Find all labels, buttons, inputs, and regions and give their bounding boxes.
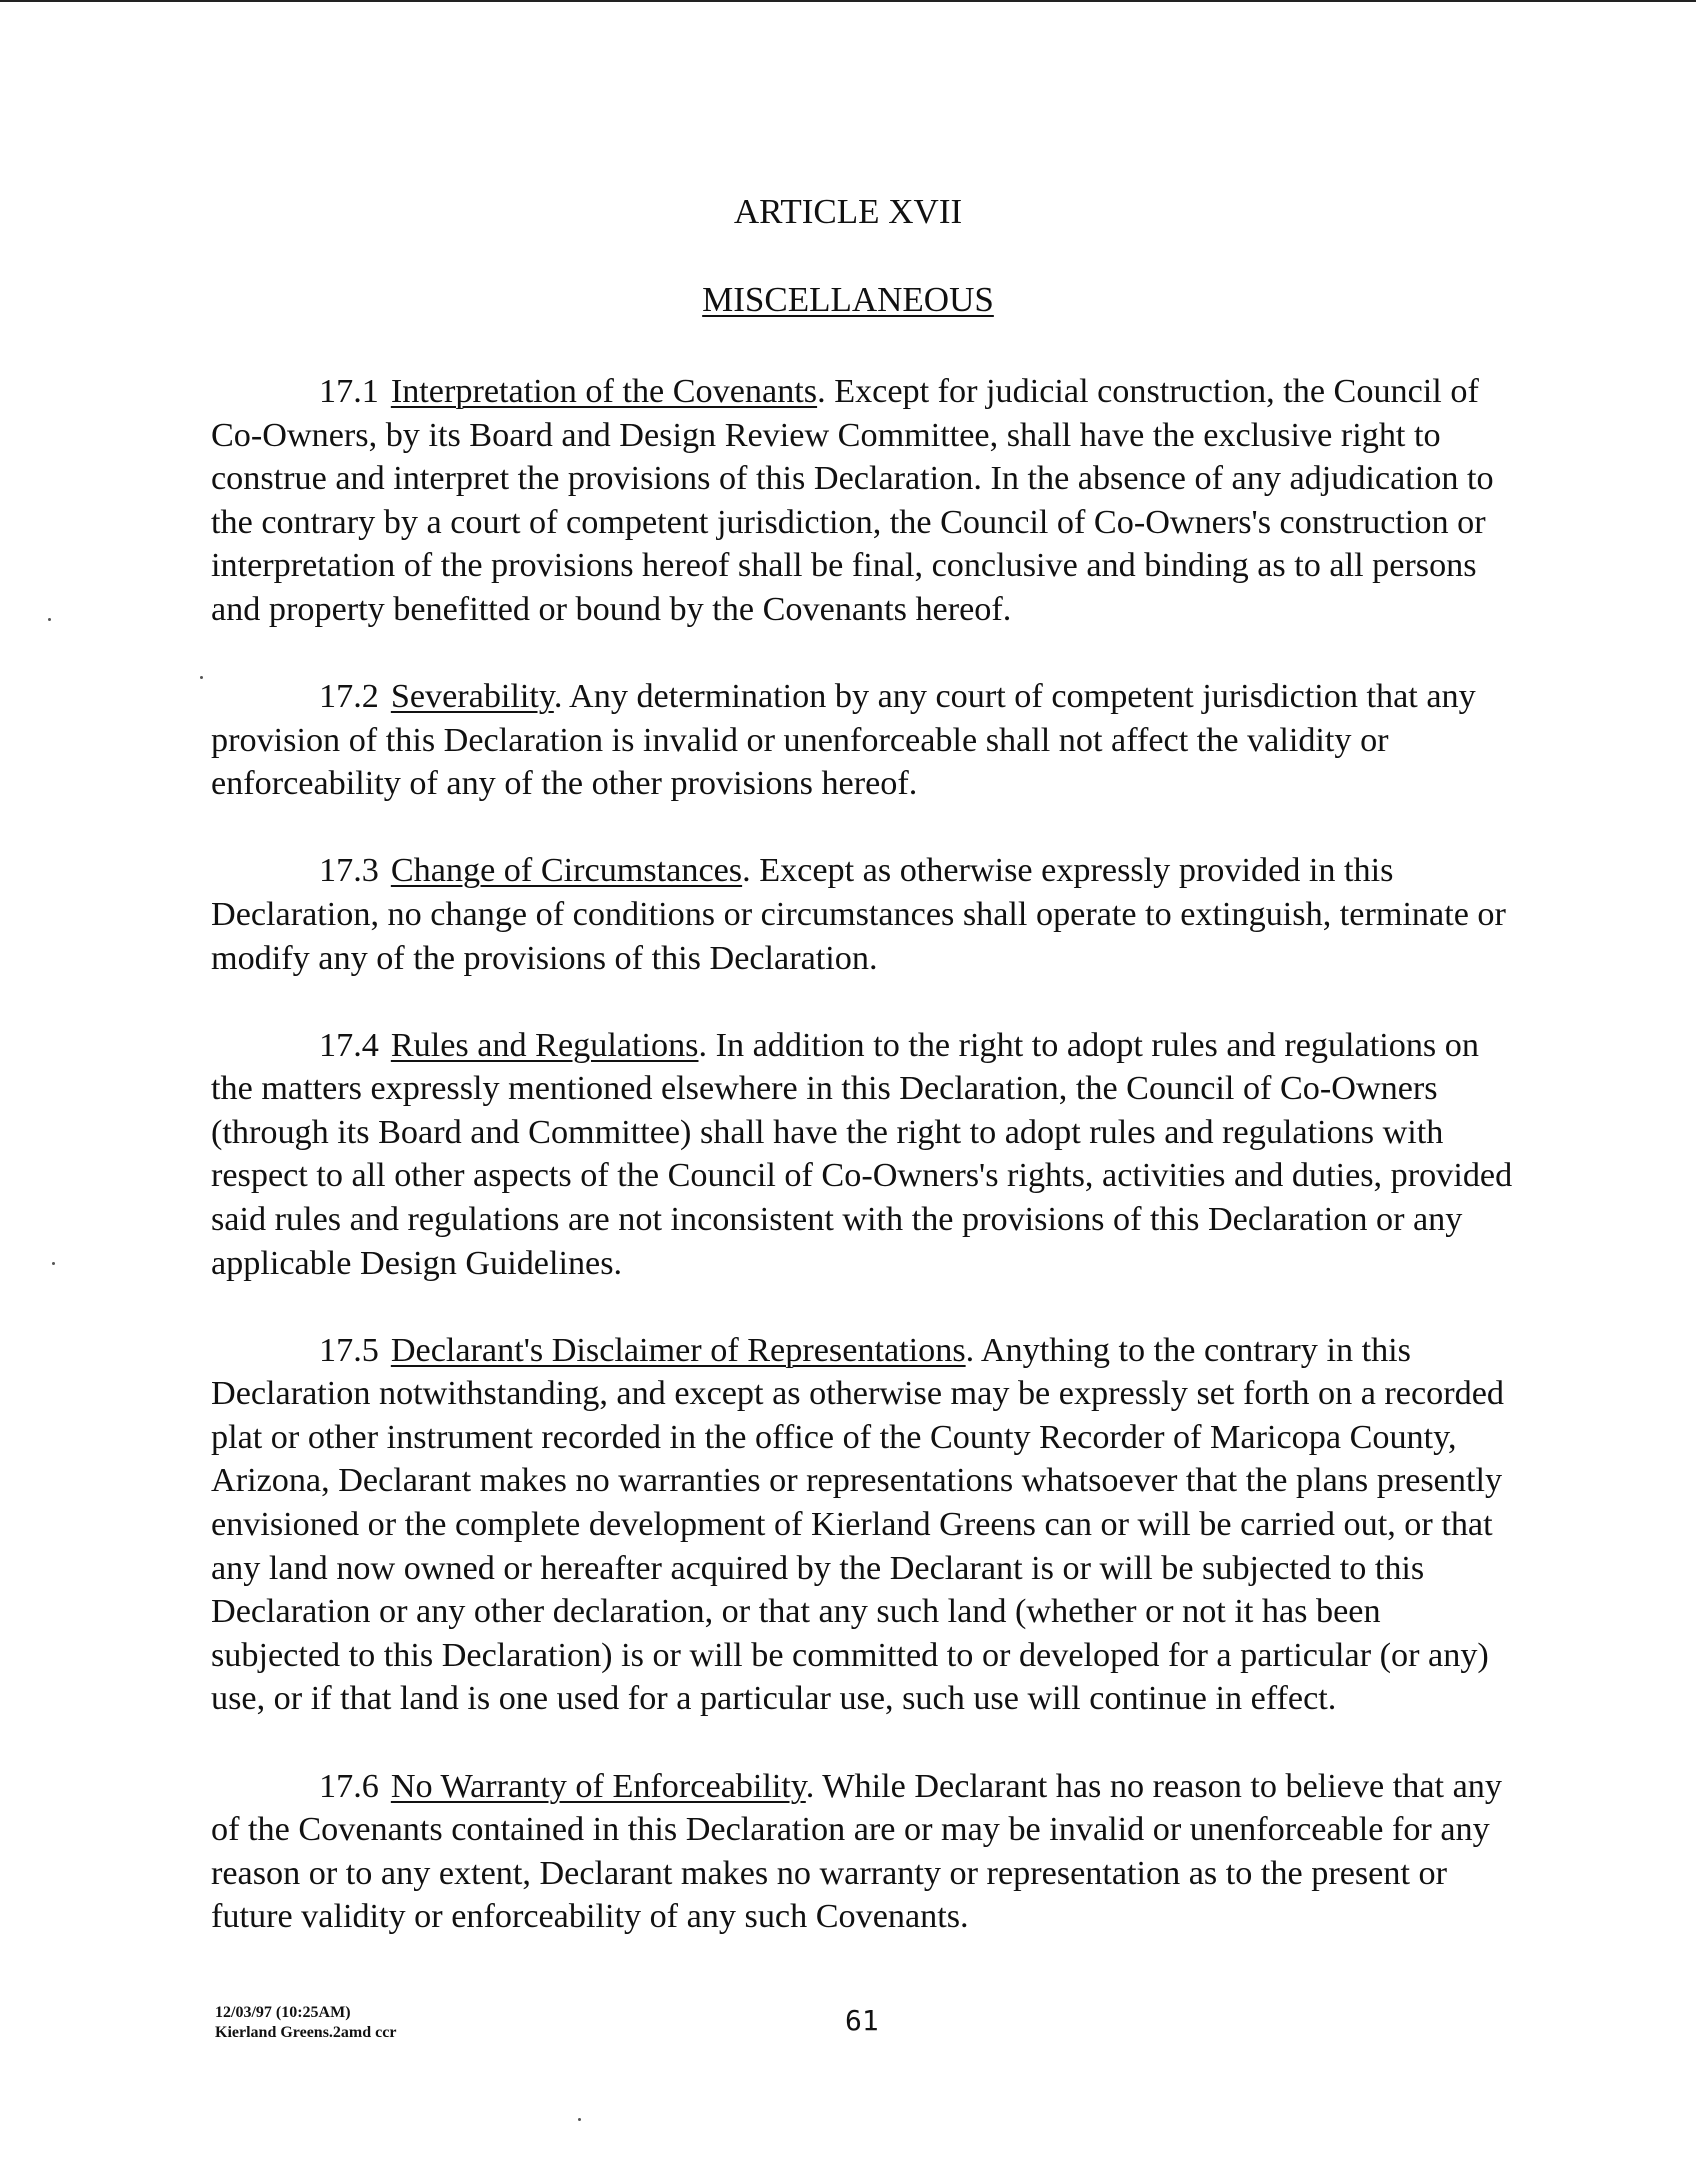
- section-17-2: 17.2 Severability. Any determination by any court of competent jurisdiction that any provision of this Declaration is invalid or unenforceable shall not affect the validity or enforceability of any of the other provisions hereof.: [211, 675, 1518, 806]
- section-heading: Severability: [390, 678, 554, 716]
- scan-top-edge: [0, 0, 1696, 2]
- section-heading: Declarant's Disclaimer of Representations: [390, 1331, 966, 1369]
- scan-speck: [52, 1262, 55, 1265]
- article-number: ARTICLE XVII: [733, 192, 963, 231]
- section-number: 17.3: [319, 852, 379, 890]
- section-heading: Interpretation of the Covenants: [390, 373, 818, 410]
- section-17-3: 17.3 Change of Circumstances. Except as otherwise expressly provided in this Declaration, no change of conditions or circumstances shall operate to extinguish, terminate or modify any of the provisions of this Declaration.: [211, 849, 1518, 980]
- scan-speck: [48, 618, 51, 621]
- section-text: Anything to the contrary in this Declaration notwithstanding, and except as otherwise may be expressly set forth on a recorded plat or other instrument recorded in the office of the County Recorder of Maricopa County, Arizona, Declarant makes no warranties or representations whatsoever that the plans presently envisioned or the complete development of Kierland Greens can or will be carried out, or that any land now owned or hereafter acquired by the Declarant is or will be subjected to this Declaration or any other declaration, or that any such land (whether or not it has been subjected to this Declaration) is or will be committed to or developed for a particular (or any) use, or if that land is one used for a particular use, such use will continue in effect.: [211, 1331, 1504, 1718]
- scan-speck: [578, 2118, 581, 2121]
- footer-filename: Kierland Greens.2amd ccr: [215, 2024, 397, 2041]
- section-number: 17.1: [319, 373, 379, 410]
- section-number: 17.5: [319, 1331, 379, 1369]
- section-text: While Declarant has no reason to believe that any of the Covenants contained in this Declaration are or may be invalid or unenforceable for any reason or to any extent, Declarant makes no warranty or representation as to the present or future validity or enforceability of any such Covenants.: [211, 1767, 1502, 1936]
- section-number: 17.6: [319, 1767, 379, 1805]
- article-body: [211, 370, 1518, 1982]
- section-17-6: 17.6 No Warranty of Enforceability. While Declarant has no reason to believe that any of the Covenants contained in this Declaration are or may be invalid or unenforceable for any reason or to any extent, Declarant makes no warranty or representation as to the present or future validity or enforceability of any such Covenants.: [211, 1765, 1518, 1939]
- section-number: 17.4: [319, 1026, 379, 1064]
- section-17-1: 17.1 Interpretation of the Covenants. Except for judicial construction, the Council of Co-Owners, by its Board and Design Review Committee, shall have the exclusive right to construe and interpret the provisions of this Declaration. In the absence of any adjudication to the contrary by a court of competent jurisdiction, the Council of Co-Owners's construction or interpretation of the provisions hereof shall be final, conclusive and binding as to all persons and property benefitted or bound by the Covenants hereof.: [211, 370, 1518, 632]
- section-heading: Change of Circumstances: [390, 852, 743, 890]
- footer-file-info: [215, 2003, 396, 2043]
- section-17-4: 17.4 Rules and Regulations. In addition to the right to adopt rules and regulations on the matters expressly mentioned elsewhere in this Declaration, the Council of Co-Owners (through its Board and Committee) shall have the right to adopt rules and regulations with respect to all other aspects of the Council of Co-Owners's rights, activities and duties, provided said rules and regulations are not inconsistent with the provisions of this Declaration or any applicable Design Guidelines.: [211, 1024, 1518, 1286]
- scan-speck: [200, 676, 203, 679]
- section-text: Any determination by any court of competent jurisdiction that any provision of this Declaration is invalid or unenforceable shall not affect the validity or enforceability of any of the other provisions hereof.: [211, 678, 1476, 803]
- page-number: 61: [845, 2004, 879, 2037]
- section-17-5: 17.5 Declarant's Disclaimer of Representations. Anything to the contrary in this Declaration notwithstanding, and except as otherwise may be expressly set forth on a recorded plat or other instrument recorded in the office of the County Recorder of Maricopa County, Arizona, Declarant makes no warranties or representations whatsoever that the plans presently envisioned or the complete development of Kierland Greens can or will be carried out, or that any land now owned or hereafter acquired by the Declarant is or will be subjected to this Declaration or any other declaration, or that any such land (whether or not it has been subjected to this Declaration) is or will be committed to or developed for a particular (or any) use, or if that land is one used for a particular use, such use will continue in effect.: [211, 1329, 1518, 1721]
- section-number: 17.2: [319, 678, 379, 716]
- section-text: Except for judicial construction, the Council of Co-Owners, by its Board and Design Review Committee, shall have the exclusive right to construe and interpret the provisions of this Declaration. In the absence of any adjudication to the contrary by a court of competent jurisdiction, the Council of Co-Owners's construction or interpretation of the provisions hereof shall be final, conclusive and binding as to all persons and property benefitted or bound by the Covenants hereof.: [211, 373, 1494, 628]
- section-heading: No Warranty of Enforceability: [390, 1767, 806, 1805]
- section-text: In addition to the right to adopt rules and regulations on the matters expressly mentioned elsewhere in this Declaration, the Council of Co-Owners (through its Board and Committee) shall have the right to adopt rules and regulations with respect to all other aspects of the Council of Co-Owners's rights, activities and duties, provided said rules and regulations are not inconsistent with the provisions of this Declaration or any applicable Design Guidelines.: [211, 1026, 1513, 1282]
- section-heading: Rules and Regulations: [390, 1026, 699, 1064]
- article-title: MISCELLANEOUS: [702, 280, 994, 319]
- section-text: Except as otherwise expressly provided in this Declaration, no change of conditions or circumstances shall operate to extinguish, terminate or modify any of the provisions of this Declaration.: [211, 852, 1506, 977]
- footer-date: 12/03/97 (10:25AM): [215, 2004, 351, 2021]
